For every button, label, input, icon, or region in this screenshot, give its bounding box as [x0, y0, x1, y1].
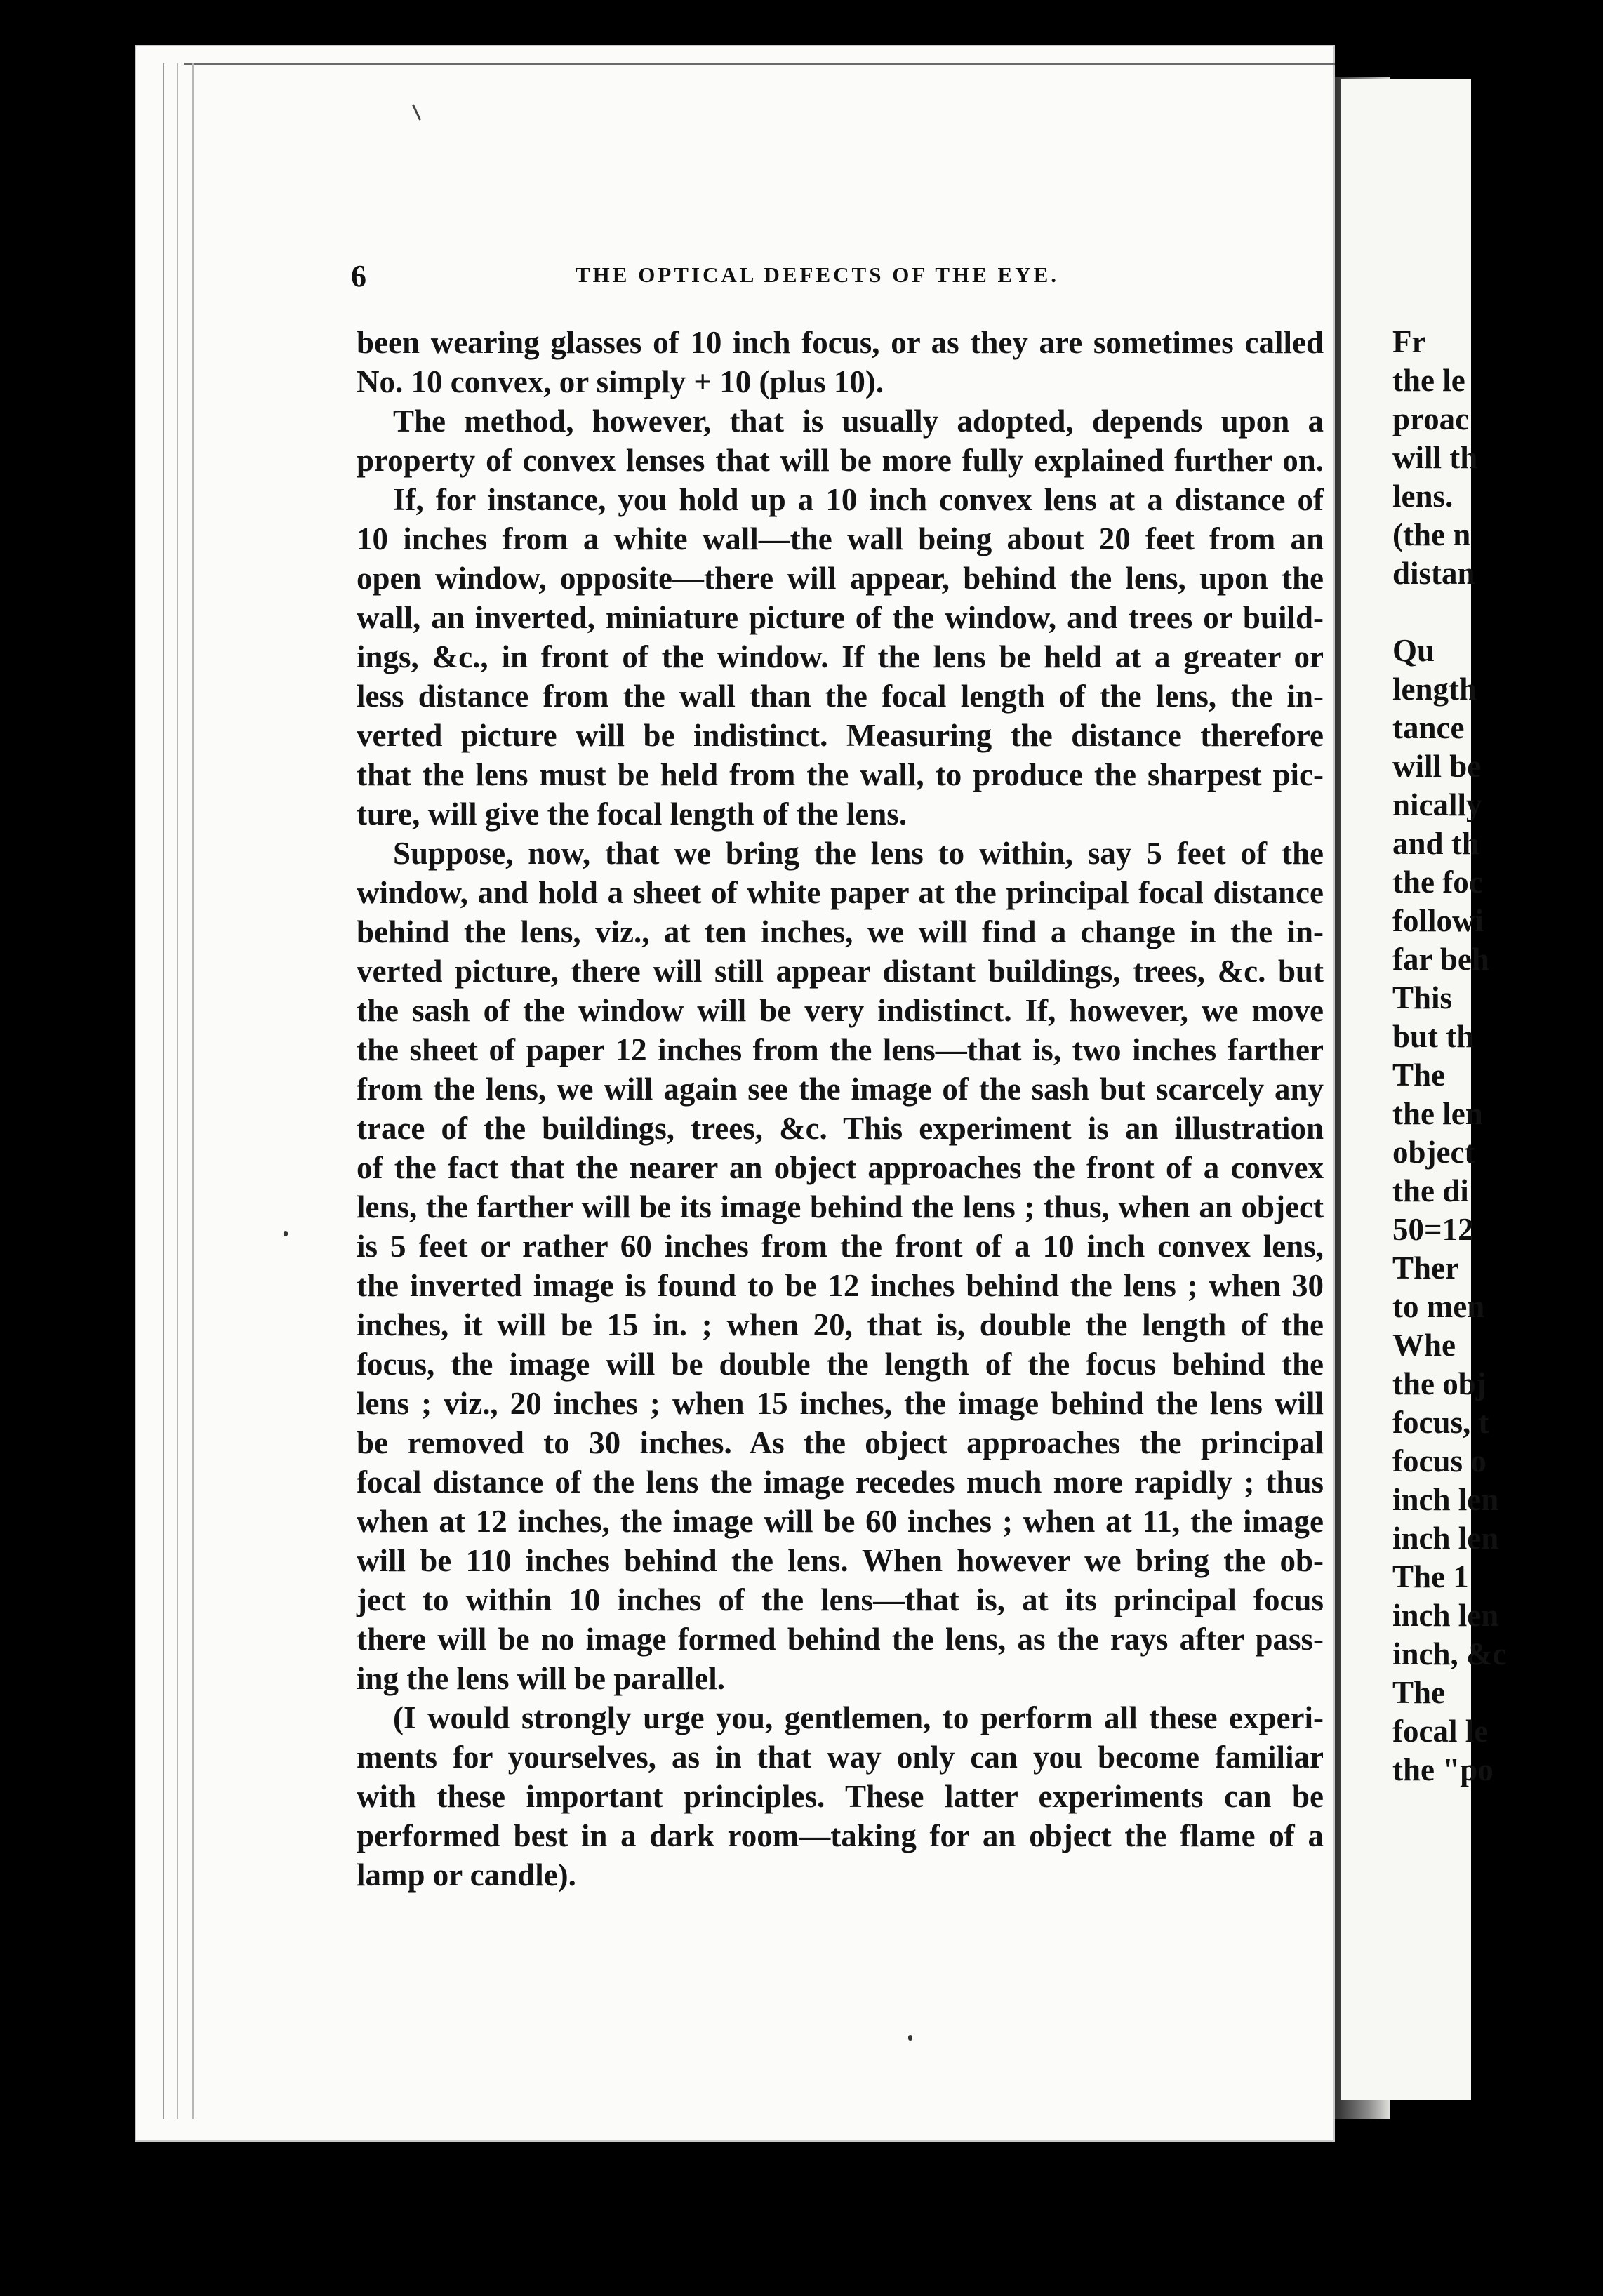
text-line: from the lens, we will again see the image of the sash but scarcely any — [357, 1072, 1324, 1107]
text-line: the sheet of paper 12 inches from the lens—that is, two inches farther — [357, 1032, 1324, 1067]
text-line: (I would strongly urge you, gentlemen, to perform all these experi- — [393, 1700, 1324, 1735]
text-line: there will be no image formed behind the lens, as the rays after pass- — [357, 1622, 1324, 1657]
text-line: wall, an inverted, miniature picture of the window, and trees or build- — [357, 600, 1324, 635]
text-line: that the lens must be held from the wall, to produce the sharpest pic- — [357, 757, 1324, 792]
text-line: the inverted image is found to be 12 inches behind the lens ; when 30 — [357, 1268, 1324, 1303]
facing-page-text — [1392, 323, 1603, 1789]
text-line: ments for yourselves, as in that way only can you become familiar — [357, 1740, 1324, 1775]
text-line: lens ; viz., 20 inches ; when 15 inches, the image behind the lens will — [357, 1386, 1324, 1421]
facing-text-line: The — [1392, 1675, 1446, 1710]
facing-text-line: focus o — [1392, 1443, 1486, 1479]
text-line: If, for instance, you hold up a 10 inch convex lens at a distance of — [393, 482, 1324, 517]
page-number: 6 — [351, 259, 366, 293]
text-line: the sash of the window will be very indistinct. If, however, we move — [357, 993, 1324, 1028]
facing-text-line: but th — [1392, 1019, 1475, 1054]
text-line: less distance from the wall than the focal length of the lens, the in- — [357, 679, 1324, 714]
facing-text-line: 50=12 — [1392, 1212, 1474, 1247]
facing-text-line: inch len — [1392, 1482, 1499, 1517]
text-line: ject to within 10 inches of the lens—that is, at its principal focus — [357, 1582, 1324, 1617]
text-line: been wearing glasses of 10 inch focus, or as they are sometimes called — [357, 325, 1324, 360]
facing-text-line: the len — [1392, 1096, 1483, 1131]
facing-text-line: focal le — [1392, 1714, 1489, 1749]
facing-text-line: The 1 — [1392, 1559, 1469, 1594]
text-line: focus, the image will be double the length of the focus behind the — [357, 1347, 1324, 1382]
page-header — [351, 258, 1319, 293]
facing-text-line: nically — [1392, 787, 1482, 822]
text-line: window, and hold a sheet of white paper at the principal focal distance — [357, 875, 1324, 910]
text-line: property of convex lenses that will be more fully explained further on. — [357, 443, 1324, 478]
facing-text-line: and th — [1392, 826, 1479, 861]
text-line: will be 110 inches behind the lens. When however we bring the ob- — [357, 1543, 1324, 1578]
facing-text-line: will th — [1392, 440, 1478, 475]
facing-text-line: tance — [1392, 710, 1465, 745]
text-line: ing the lens will be parallel. — [357, 1661, 726, 1696]
facing-text-line: to men — [1392, 1289, 1485, 1324]
ink-speck — [908, 2035, 912, 2041]
body-text — [357, 323, 1324, 1895]
facing-text-line: The — [1392, 1057, 1446, 1093]
facing-text-line: will be — [1392, 749, 1482, 784]
facing-text-line: the "po — [1392, 1752, 1494, 1787]
text-line: verted picture will be indistinct. Measuring the distance therefore — [357, 718, 1324, 753]
text-line: with these important principles. These latter experiments can be — [357, 1779, 1324, 1814]
page-edge-lines — [163, 63, 213, 2119]
facing-text-line: Fr — [1392, 324, 1426, 359]
facing-text-line: followi — [1392, 903, 1484, 938]
text-line: behind the lens, viz., at ten inches, we will find a change in the in- — [357, 914, 1324, 949]
text-line: verted picture, there will still appear distant buildings, trees, &c. but — [357, 954, 1324, 989]
text-line: focal distance of the lens the image recedes much more rapidly ; thus — [357, 1464, 1324, 1500]
facing-text-line: inch, &c — [1392, 1636, 1507, 1671]
facing-text-line: This — [1392, 980, 1453, 1015]
text-line: lens, the farther will be its image behind the lens ; thus, when an object — [357, 1189, 1324, 1224]
facing-text-line — [1392, 593, 1603, 632]
text-line: when at 12 inches, the image will be 60 inches ; when at 11, the image — [357, 1504, 1324, 1539]
facing-text-line: the obj — [1392, 1366, 1486, 1401]
text-line: inches, it will be 15 in. ; when 20, that is, double the length of the — [357, 1307, 1324, 1342]
facing-text-line: distan — [1392, 556, 1475, 591]
facing-text-line: object — [1392, 1135, 1475, 1170]
text-line: No. 10 convex, or simply + 10 (plus 10). — [357, 364, 884, 399]
facing-text-line: focus, t — [1392, 1405, 1489, 1440]
facing-text-line: lens. — [1392, 479, 1454, 514]
running-head: THE OPTICAL DEFECTS OF THE EYE. — [576, 262, 1060, 287]
facing-text-line: far beh — [1392, 942, 1489, 977]
page-top-edge — [184, 63, 1335, 65]
facing-text-line: the foc — [1392, 865, 1483, 900]
text-line: be removed to 30 inches. As the object approaches the principal — [357, 1425, 1324, 1460]
facing-text-line: Whe — [1392, 1328, 1456, 1363]
facing-text-line: Ther — [1392, 1250, 1459, 1286]
text-line: open window, opposite—there will appear, behind the lens, upon the — [357, 561, 1324, 596]
facing-text-line: proac — [1392, 401, 1470, 436]
text-line: The method, however, that is usually adopted, depends upon a — [393, 403, 1324, 439]
facing-text-line: Qu — [1392, 633, 1435, 668]
facing-text-line: the le — [1392, 363, 1465, 398]
facing-text-line: length — [1392, 672, 1477, 707]
facing-text-line: the di — [1392, 1173, 1469, 1208]
facing-text-line: inch len — [1392, 1598, 1499, 1633]
text-line: 10 inches from a white wall—the wall being about 20 feet from an — [357, 521, 1324, 556]
text-line: ings, &c., in front of the window. If the lens be held at a greater or — [357, 639, 1324, 674]
facing-text-line: (the n — [1392, 517, 1471, 552]
text-line: of the fact that the nearer an object approaches the front of a convex — [357, 1150, 1324, 1185]
facing-text-line: inch len — [1392, 1521, 1499, 1556]
ink-speck — [284, 1231, 288, 1236]
text-line: trace of the buildings, trees, &c. This experiment is an illustration — [357, 1111, 1324, 1146]
text-line: Suppose, now, that we bring the lens to within, say 5 feet of the — [393, 836, 1324, 871]
text-line: ture, will give the focal length of the lens. — [357, 796, 907, 832]
text-line: is 5 feet or rather 60 inches from the front of a 10 inch convex lens, — [357, 1229, 1324, 1264]
text-line: performed best in a dark room—taking for an object the flame of a — [357, 1818, 1324, 1853]
text-line: lamp or candle). — [357, 1857, 576, 1893]
